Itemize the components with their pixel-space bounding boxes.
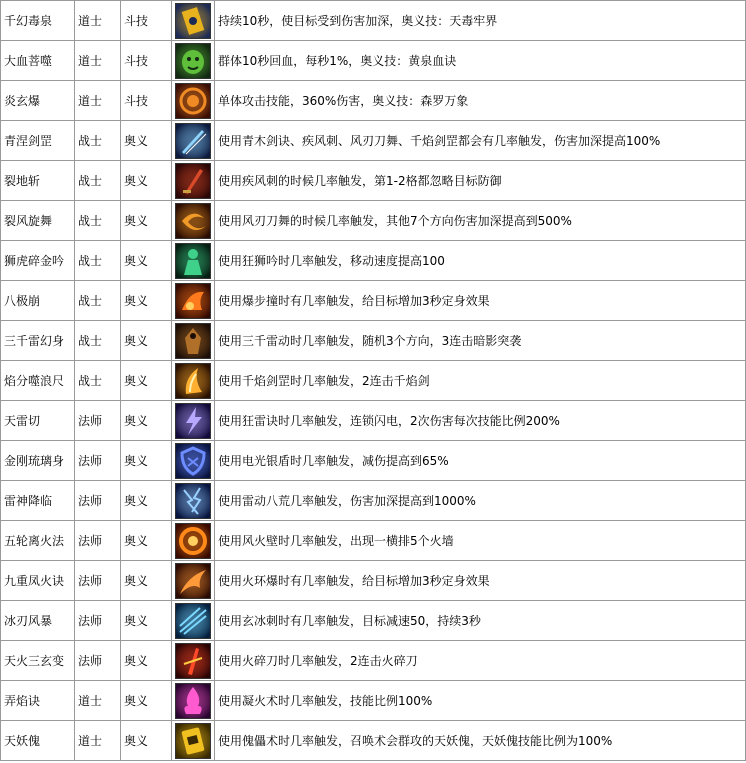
table-row [1, 241, 746, 281]
description-cell: 使用火环爆时有几率触发，给目标增加3秒定身效果 [215, 561, 746, 601]
skill-name-cell: 大血菩噬 [1, 41, 75, 81]
lightning-strike-icon [175, 403, 211, 439]
class-cell: 法师 [75, 481, 121, 521]
type-cell: 奥义 [121, 561, 172, 601]
table-row [1, 361, 746, 401]
phoenix-fire-icon [175, 563, 211, 599]
class-cell: 战士 [75, 161, 121, 201]
skill-name-cell: 雷神降临 [1, 481, 75, 521]
description-cell: 使用三千雷动时几率触发，随机3个方向，3连击暗影突袭 [215, 321, 746, 361]
type-cell: 奥义 [121, 361, 172, 401]
description-cell: 使用狂狮吟时几率触发，移动速度提高100 [215, 241, 746, 281]
skill-icon-cell [172, 521, 215, 561]
type-cell: 奥义 [121, 641, 172, 681]
table-row [1, 81, 746, 121]
table-row [1, 681, 746, 721]
skill-icon-cell [172, 321, 215, 361]
type-cell: 奥义 [121, 121, 172, 161]
dark-shadow-icon [175, 323, 211, 359]
table-row [1, 281, 746, 321]
type-cell: 奥义 [121, 241, 172, 281]
skill-icon-cell [172, 241, 215, 281]
description-cell: 持续10秒，使目标受到伤害加深，奥义技：天毒牢界 [215, 1, 746, 41]
skill-icon-cell [172, 161, 215, 201]
description-cell: 使用傀儡术时几率触发，召唤术会群攻的天妖傀，天妖傀技能比例为100% [215, 721, 746, 761]
fire-sword-icon [175, 643, 211, 679]
class-cell: 道士 [75, 41, 121, 81]
class-cell: 战士 [75, 121, 121, 161]
type-cell: 奥义 [121, 681, 172, 721]
demon-face-icon [175, 43, 211, 79]
skill-name-cell: 金刚琉璃身 [1, 441, 75, 481]
shield-icon [175, 443, 211, 479]
type-cell: 奥义 [121, 281, 172, 321]
class-cell: 法师 [75, 601, 121, 641]
class-cell: 法师 [75, 521, 121, 561]
skill-icon-cell [172, 681, 215, 721]
description-cell: 使用雷动八荒几率触发，伤害加深提高到1000% [215, 481, 746, 521]
type-cell: 奥义 [121, 601, 172, 641]
class-cell: 战士 [75, 281, 121, 321]
table-row [1, 561, 746, 601]
type-cell: 奥义 [121, 321, 172, 361]
class-cell: 战士 [75, 201, 121, 241]
skill-icon-cell [172, 1, 215, 41]
skill-name-cell: 天火三玄变 [1, 641, 75, 681]
thunder-god-icon [175, 483, 211, 519]
skill-icon-cell [172, 81, 215, 121]
description-cell: 使用疾风刺的时候几率触发，第1-2格都忽略目标防御 [215, 161, 746, 201]
type-cell: 斗技 [121, 41, 172, 81]
skill-icon-cell [172, 201, 215, 241]
golden-talisman-icon [175, 723, 211, 759]
skill-name-cell: 裂地斩 [1, 161, 75, 201]
type-cell: 奥义 [121, 401, 172, 441]
skill-name-cell: 弄焰诀 [1, 681, 75, 721]
table-row [1, 1, 746, 41]
class-cell: 道士 [75, 681, 121, 721]
table-row [1, 161, 746, 201]
description-cell: 使用狂雷诀时几率触发，连锁闪电，2次伤害每次技能比例200% [215, 401, 746, 441]
description-cell: 使用凝火术时几率触发，技能比例100% [215, 681, 746, 721]
class-cell: 道士 [75, 721, 121, 761]
description-cell: 单体攻击技能，360%伤害，奥义技：森罗万象 [215, 81, 746, 121]
table-row [1, 521, 746, 561]
type-cell: 奥义 [121, 441, 172, 481]
type-cell: 奥义 [121, 201, 172, 241]
class-cell: 道士 [75, 81, 121, 121]
skill-name-cell: 冰刃风暴 [1, 601, 75, 641]
skill-name-cell: 焰分噬浪尺 [1, 361, 75, 401]
skills-table-body [1, 1, 746, 761]
skill-icon-cell [172, 361, 215, 401]
description-cell: 使用青木剑诀、疾风刺、风刃刀舞、千焰剑罡都会有几率触发，伤害加深提高100% [215, 121, 746, 161]
skill-icon-cell [172, 121, 215, 161]
table-row [1, 401, 746, 441]
fire-rune-icon [175, 83, 211, 119]
description-cell: 群体10秒回血，每秒1%，奥义技：黄泉血诀 [215, 41, 746, 81]
type-cell: 奥义 [121, 161, 172, 201]
class-cell: 法师 [75, 441, 121, 481]
class-cell: 法师 [75, 561, 121, 601]
table-row [1, 41, 746, 81]
green-warrior-icon [175, 243, 211, 279]
table-row [1, 481, 746, 521]
table-row [1, 121, 746, 161]
description-cell: 使用风火壁时几率触发，出现一横排5个火墙 [215, 521, 746, 561]
flame-blade-icon [175, 363, 211, 399]
skill-name-cell: 裂风旋舞 [1, 201, 75, 241]
class-cell: 战士 [75, 321, 121, 361]
description-cell: 使用爆步撞时有几率触发，给目标增加3秒定身效果 [215, 281, 746, 321]
description-cell: 使用千焰剑罡时几率触发，2连击千焰剑 [215, 361, 746, 401]
type-cell: 奥义 [121, 481, 172, 521]
crimson-blade-icon [175, 163, 211, 199]
poison-talisman-icon [175, 3, 211, 39]
skill-name-cell: 天雷切 [1, 401, 75, 441]
skill-icon-cell [172, 401, 215, 441]
table-row [1, 321, 746, 361]
type-cell: 奥义 [121, 721, 172, 761]
skill-name-cell: 狮虎碎金吟 [1, 241, 75, 281]
skill-icon-cell [172, 281, 215, 321]
type-cell: 斗技 [121, 1, 172, 41]
skill-name-cell: 三千雷幻身 [1, 321, 75, 361]
type-cell: 奥义 [121, 521, 172, 561]
description-cell: 使用风刃刀舞的时候几率触发，其他7个方向伤害加深提高到500% [215, 201, 746, 241]
table-row [1, 601, 746, 641]
skill-name-cell: 八极崩 [1, 281, 75, 321]
skill-name-cell: 五轮离火法 [1, 521, 75, 561]
blue-sword-icon [175, 123, 211, 159]
description-cell: 使用电光银盾时几率触发，减伤提高到65% [215, 441, 746, 481]
ice-storm-icon [175, 603, 211, 639]
skill-name-cell: 天妖傀 [1, 721, 75, 761]
fire-whirl-icon [175, 203, 211, 239]
skill-name-cell: 炎玄爆 [1, 81, 75, 121]
table-row [1, 201, 746, 241]
class-cell: 战士 [75, 361, 121, 401]
skill-name-cell: 九重凤火诀 [1, 561, 75, 601]
skill-icon-cell [172, 41, 215, 81]
skill-icon-cell [172, 641, 215, 681]
skill-icon-cell [172, 601, 215, 641]
purple-flame-icon [175, 683, 211, 719]
class-cell: 法师 [75, 641, 121, 681]
skill-icon-cell [172, 481, 215, 521]
skill-icon-cell [172, 561, 215, 601]
skill-name-cell: 青涅剑罡 [1, 121, 75, 161]
fire-ring-icon [175, 523, 211, 559]
skill-icon-cell [172, 441, 215, 481]
skill-name-cell: 千幻毒泉 [1, 1, 75, 41]
table-row [1, 641, 746, 681]
skill-icon-cell [172, 721, 215, 761]
description-cell: 使用玄冰刺时有几率触发，目标减速50，持续3秒 [215, 601, 746, 641]
table-row [1, 441, 746, 481]
fire-fist-icon [175, 283, 211, 319]
class-cell: 战士 [75, 241, 121, 281]
table-row [1, 721, 746, 761]
class-cell: 道士 [75, 1, 121, 41]
description-cell: 使用火碎刀时几率触发，2连击火碎刀 [215, 641, 746, 681]
type-cell: 斗技 [121, 81, 172, 121]
class-cell: 法师 [75, 401, 121, 441]
